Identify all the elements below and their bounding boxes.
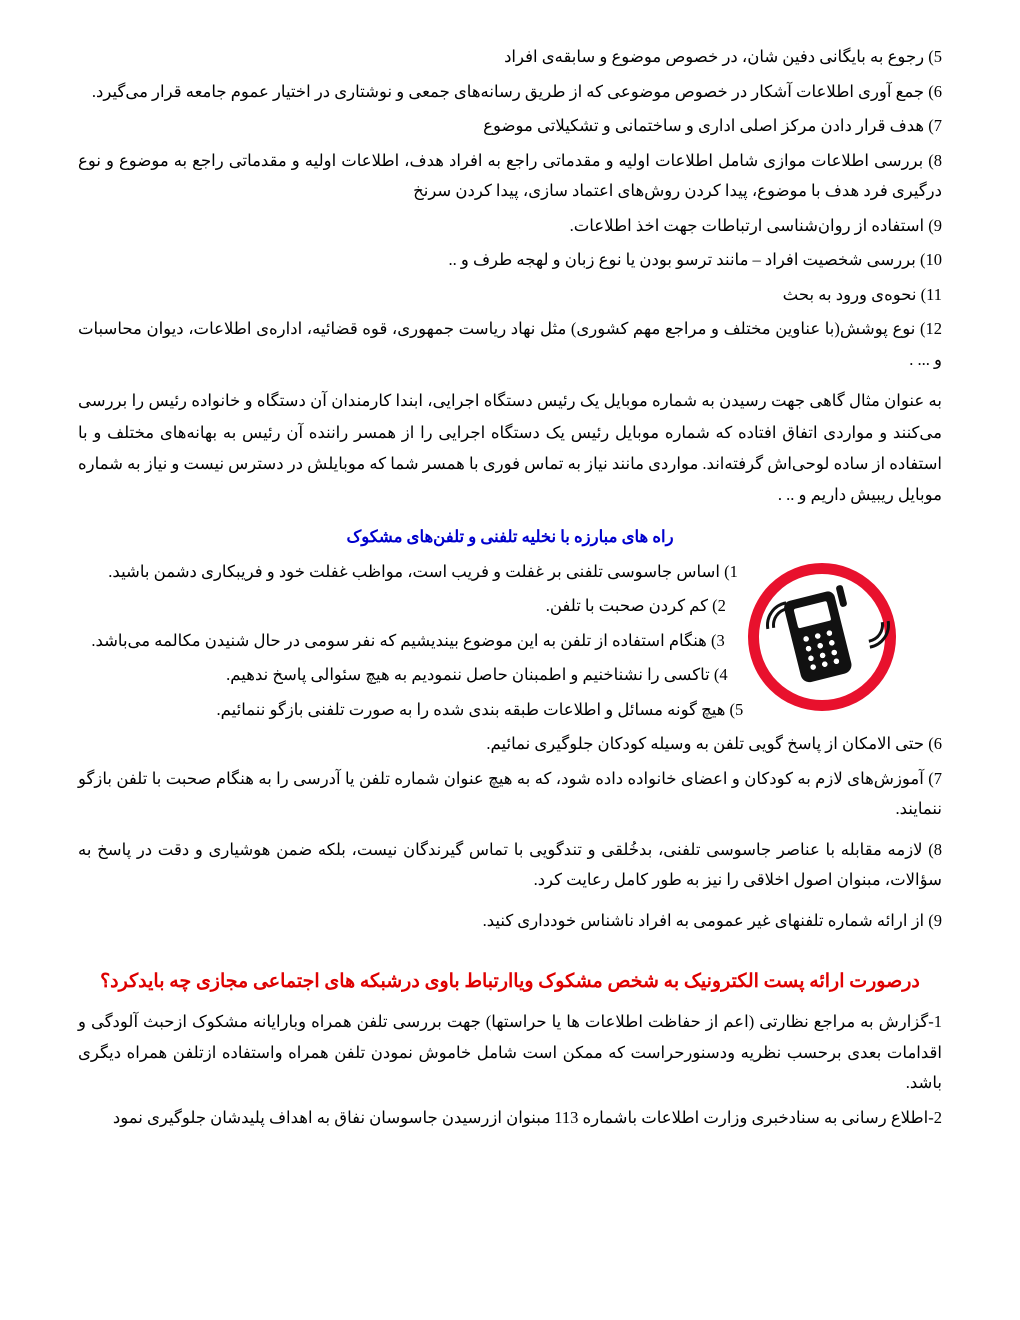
list-item-number: 6) <box>928 734 942 754</box>
list-item-number: 7) <box>928 116 942 136</box>
list-item-text: نحوه‌ی ورود به بحث <box>782 284 917 304</box>
list-item <box>78 729 942 760</box>
list-item-text: اطلاع رسانی به سنادخبری وزارت اطلاعات باشماره 113 مبنوان ازرسیدن جاسوسان نفاق به اهداف پلیدشان جلوگیری نمود <box>112 1107 929 1127</box>
list-item-text: بررسی اطلاعات موازی شامل اطلاعات اولیه و مقدماتی راجع به افراد هدف، اطلاعات اولیه و مقدماتی راجع به موضوع و نوع درگیری فرد هدف با موضوع، پیدا کردن روش‌های اعتماد سازی، پیدا کردن سرنخ <box>78 150 942 201</box>
section-heading-countermeasures: راه های مبارزه با نخلیه تلفنی و تلفن‌های مشکوک <box>346 526 674 546</box>
list-item-number: 3) <box>711 630 725 650</box>
list-item-number: 11) <box>920 284 942 304</box>
list-item <box>78 906 942 937</box>
list-item-number: 9) <box>928 910 942 930</box>
list-item-text: هنگام استفاده از تلفن به این موضوع بیندیشیم که نفر سومی در حال شنیدن مکالمه می‌باشد. <box>91 630 707 650</box>
list-item-number: 1) <box>724 561 738 581</box>
list-item-number: 6) <box>928 81 942 101</box>
list-item-number: 7) <box>928 768 942 788</box>
list-item <box>78 1103 942 1134</box>
list-item-text: از ارائه شماره تلفنهای غیر عمومی به افراد ناشناس خودداری کنید. <box>482 910 925 930</box>
list-item-number: 8) <box>928 150 942 170</box>
list-item-number: 2) <box>712 596 726 616</box>
list-item-number: 5) <box>729 699 744 719</box>
list-item <box>78 280 942 311</box>
list-item-number: 4) <box>713 665 728 685</box>
list-item-text: هیچ گونه مسائل و اطلاعات طبقه بندی شده را به صورت تلفنی بازگو ننمائیم. <box>216 699 726 719</box>
list-item-text: هدف قرار دادن مرکز اصلی اداری و ساختمانی و تشکیلاتی موضوع <box>483 116 925 136</box>
list-item <box>78 245 942 276</box>
list-item <box>78 146 942 207</box>
list-item-text: کم کردن صحبت با تلفن. <box>545 596 709 616</box>
list-item-number: 2- <box>928 1107 942 1127</box>
final-actions-list <box>78 1007 942 1133</box>
list-item-text: جمع آوری اطلاعات آشکار در خصوص موضوعی که از طریق رسانه‌های جمعی و نوشتاری در اختیار عموم جامعه قرار می‌گیرد. <box>91 81 925 101</box>
top-numbered-list <box>78 42 942 375</box>
list-item-text: تاکسی را نشناخنیم و اطمبنان حاصل ننمودیم به هیچ سئوالی پاسخ ندهیم. <box>226 665 710 685</box>
list-item <box>78 314 942 375</box>
list-item-text: بررسی شخصیت افراد – مانند ترسو بودن یا نوع زبان و لهجه طرف و .. <box>448 250 916 270</box>
list-item-number: 12) <box>920 319 942 339</box>
list-item-text: رجوع به بایگانی دفین شان، در خصوص موضوع و سابقه‌ی افراد <box>504 47 925 66</box>
list-item-text: نوع پوشش(با عناوین مختلف و مراجع مهم کشوری) مثل نهاد ریاست جمهوری، قوه قضائیه، اداره‌ی اطلاعات، دیوان محاسبات و ... . <box>78 319 942 369</box>
list-item-text: اساس جاسوسی تلفنی بر غفلت و فریب است، مواظب غفلت خود و فریبکاری دشمن باشید. <box>108 561 720 581</box>
list-item-number: 1- <box>928 1012 942 1032</box>
list-item-number: 8) <box>928 839 943 859</box>
example-paragraph: به عنوان مثال گاهی جهت رسیدن به شماره موبایل یک رئیس دستگاه اجرایی، ابندا کارمندان آن دستگاه و خانواده رئیس را بررسی می‌کنند و مواردی اتفاق افتاده که شماره موبایل رئیس یک دستگاه اجرایی را از همسر راننده آن رئیس به بهانه‌های مختلف و با استفاده از ساده لوحی‌اش گرفته‌اند. مواردی مانند نیاز به تماس فوری با همسر شما که موبایلش در دسترس نیست و نیاز به شماره موبایل ریبیش داریم و .. . <box>78 391 942 505</box>
no-mobile-phone-sign <box>726 563 926 713</box>
list-item <box>78 764 942 825</box>
countermeasures-section <box>78 557 942 941</box>
list-item <box>78 77 942 108</box>
list-item-text: حتی الامکان از پاسخ گویی تلفن به وسیله کودکان جلوگیری نمائیم. <box>486 734 925 754</box>
document-body <box>78 42 942 1133</box>
list-item-text: استفاده از روان‌شناسی ارتباطات جهت اخذ اطلاعات. <box>569 215 925 235</box>
list-item <box>78 211 942 242</box>
section-heading-email-suspicious: درصورت ارائه پست الکترونیک به شخص مشکوک ویاارتباط باوی درشبکه های اجتماعی مجازی چه بایدکرد؟ <box>100 971 920 993</box>
list-item <box>78 42 942 73</box>
list-item-number: 10) <box>920 250 942 270</box>
list-item <box>78 835 942 896</box>
list-item <box>78 111 942 142</box>
list-item-text: گزارش به مراجع نظارتی (اعم از حفاظت اطلاعات ها یا حراستها) جهت بررسی تلفن همراه وبارایانه مشکوک ازحبث آلودگی و اقدامات بعدی برحسب نظریه ودسنورحراست که ممکن است شامل خاموش نمودن تلفن همراه واستفاده ازتلفن همراه دیگری باشد. <box>78 1012 942 1093</box>
list-item-number: 9) <box>928 215 942 235</box>
list-item <box>78 1007 942 1099</box>
list-item-text: آموزش‌های لازم به کودکان و اعضای خانواده داده شود، که به هیچ عنوان شماره تلفن یا آدرسی را به هنگام صحبت با تلفن بازگو ننمایند. <box>78 768 942 819</box>
list-item-text: لازمه مقابله با عناصر جاسوسی تلفنی، بدخُلقی و تندگویی با تماس گیرندگان نیست، بلکه ضمن هوشیاری و دقت در پاسخ به سؤالات، مبنوان اصول اخلاقی را نیز به طور کامل رعایت کرد. <box>78 839 942 890</box>
list-item-number: 5) <box>928 47 942 66</box>
